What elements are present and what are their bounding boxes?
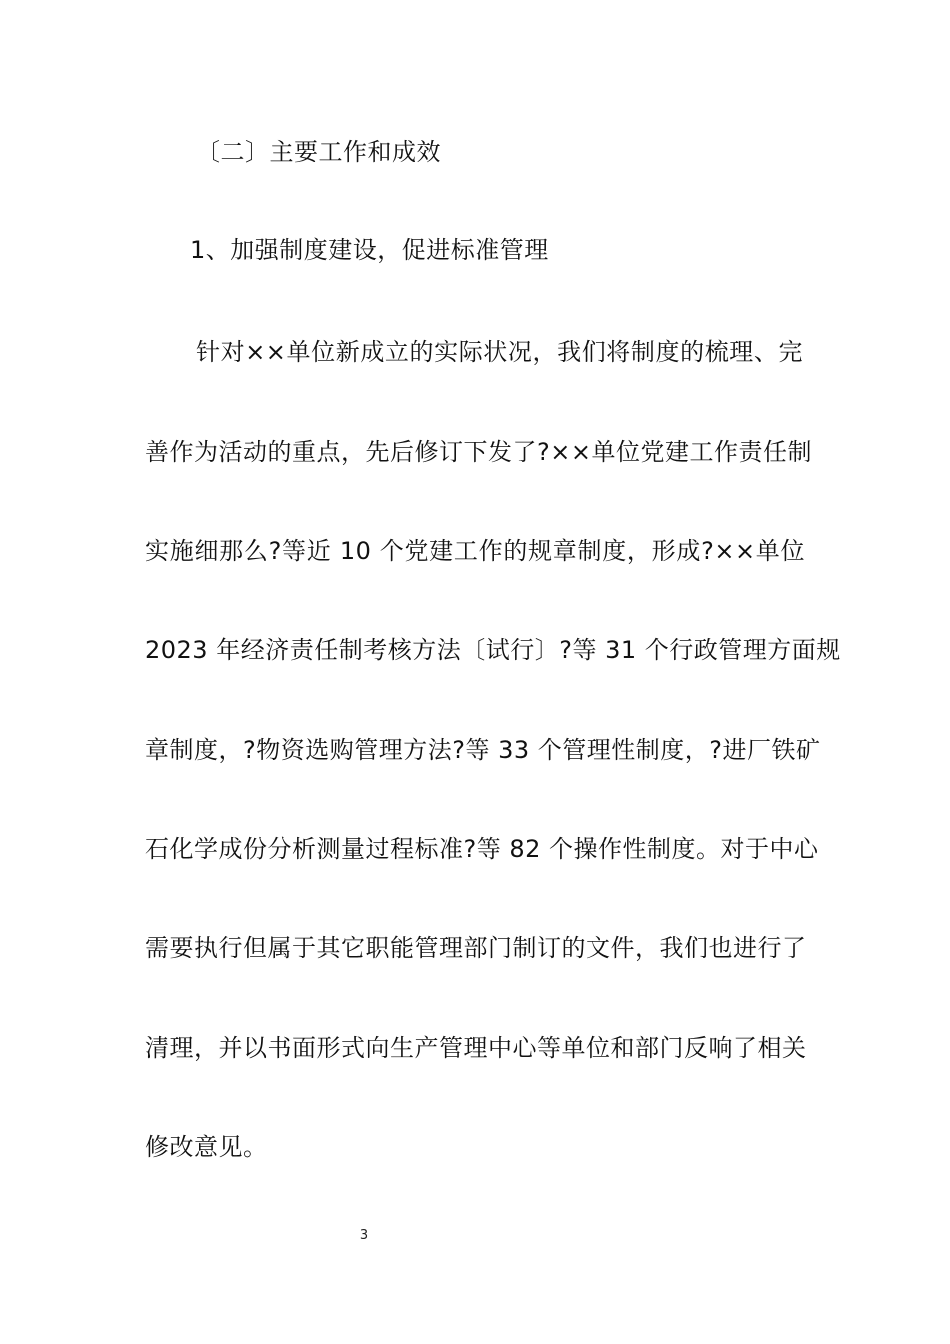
paragraph-line: 善作为活动的重点，先后修订下发了?××单位党建工作责任制 <box>145 438 812 466</box>
paragraph-line: 实施细那么?等近 10 个党建工作的规章制度，形成?××单位 <box>145 537 805 565</box>
subheading: 1、加强制度建设，促进标准管理 <box>190 236 549 264</box>
paragraph-line: 章制度，?物资选购管理方法?等 33 个管理性制度，?进厂铁矿 <box>145 736 821 764</box>
paragraph-line: 需要执行但属于其它职能管理部门制订的文件，我们也进行了 <box>145 934 807 962</box>
paragraph-line: 针对××单位新成立的实际状况，我们将制度的梳理、完 <box>196 338 803 366</box>
paragraph-line: 修改意见。 <box>145 1133 268 1161</box>
paragraph-line: 2023 年经济责任制考核方法〔试行〕?等 31 个行政管理方面规 <box>145 636 841 664</box>
paragraph-line: 清理，并以书面形式向生产管理中心等单位和部门反响了相关 <box>145 1034 807 1062</box>
section-heading: 〔二〕主要工作和成效 <box>196 138 441 166</box>
page-number: 3 <box>359 1228 369 1243</box>
paragraph-line: 石化学成份分析测量过程标准?等 82 个操作性制度。对于中心 <box>145 835 819 863</box>
